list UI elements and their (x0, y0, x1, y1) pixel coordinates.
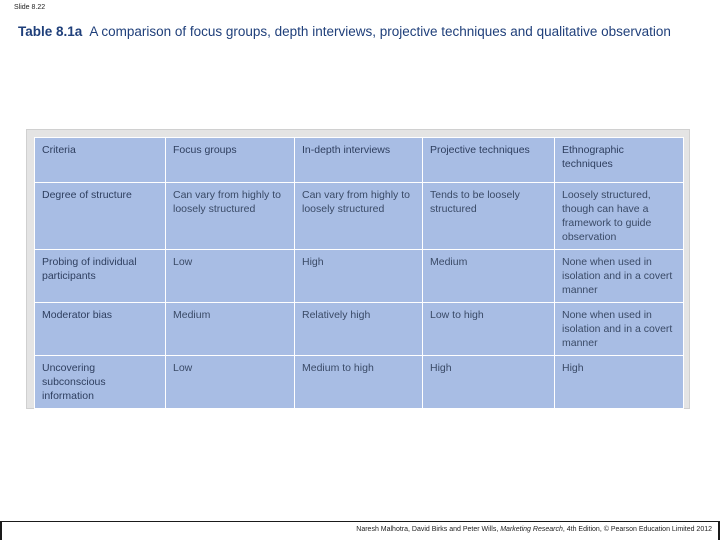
table-cell: Relatively high (295, 303, 423, 356)
table-cell: High (423, 356, 555, 409)
table-cell: None when used in isolation and in a covert manner (555, 250, 684, 303)
header-ethnographic-techniques: Ethnographic techniques (555, 138, 684, 183)
table-cell: Moderator bias (35, 303, 166, 356)
footer-authors: Naresh Malhotra, David Birks and Peter Wills, (356, 526, 499, 533)
slide-number: Slide 8.22 (14, 4, 46, 11)
footer-edition: , 4th Edition, © Pearson Education Limited 2012 (562, 526, 712, 533)
table-cell: Can vary from highly to loosely structured (295, 183, 423, 250)
table-header-row (35, 138, 684, 183)
table-label: Table 8.1a (18, 24, 83, 39)
header-in-depth-interviews: In-depth interviews (295, 138, 423, 183)
table-cell: None when used in isolation and in a covert manner (555, 303, 684, 356)
table-cell: High (295, 250, 423, 303)
table-cell: Tends to be loosely structured (423, 183, 555, 250)
header-projective-techniques: Projective techniques (423, 138, 555, 183)
table-cell: Probing of individual participants (35, 250, 166, 303)
table-cell: Medium (166, 303, 295, 356)
table-cell: Low (166, 250, 295, 303)
header-criteria: Criteria (35, 138, 166, 183)
table-cell: Uncovering subconscious information (35, 356, 166, 409)
table-row (35, 250, 684, 303)
table-frame (26, 129, 690, 409)
table-row (35, 183, 684, 250)
footer (0, 521, 720, 540)
table-cell: Degree of structure (35, 183, 166, 250)
header-focus-groups: Focus groups (166, 138, 295, 183)
table-cell: Loosely structured, though can have a framework to guide observation (555, 183, 684, 250)
table-cell: High (555, 356, 684, 409)
footer-citation (356, 526, 712, 533)
table-cell: Medium to high (295, 356, 423, 409)
table-row (35, 356, 684, 409)
comparison-table (34, 137, 684, 409)
table-row (35, 303, 684, 356)
table-cell: Medium (423, 250, 555, 303)
slide-title (18, 24, 678, 40)
table-cell: Low (166, 356, 295, 409)
table-cell: Low to high (423, 303, 555, 356)
footer-book-title: Marketing Research (500, 526, 563, 533)
table-caption: A comparison of focus groups, depth interviews, projective techniques and qualitative observation (89, 24, 671, 39)
table-cell: Can vary from highly to loosely structured (166, 183, 295, 250)
